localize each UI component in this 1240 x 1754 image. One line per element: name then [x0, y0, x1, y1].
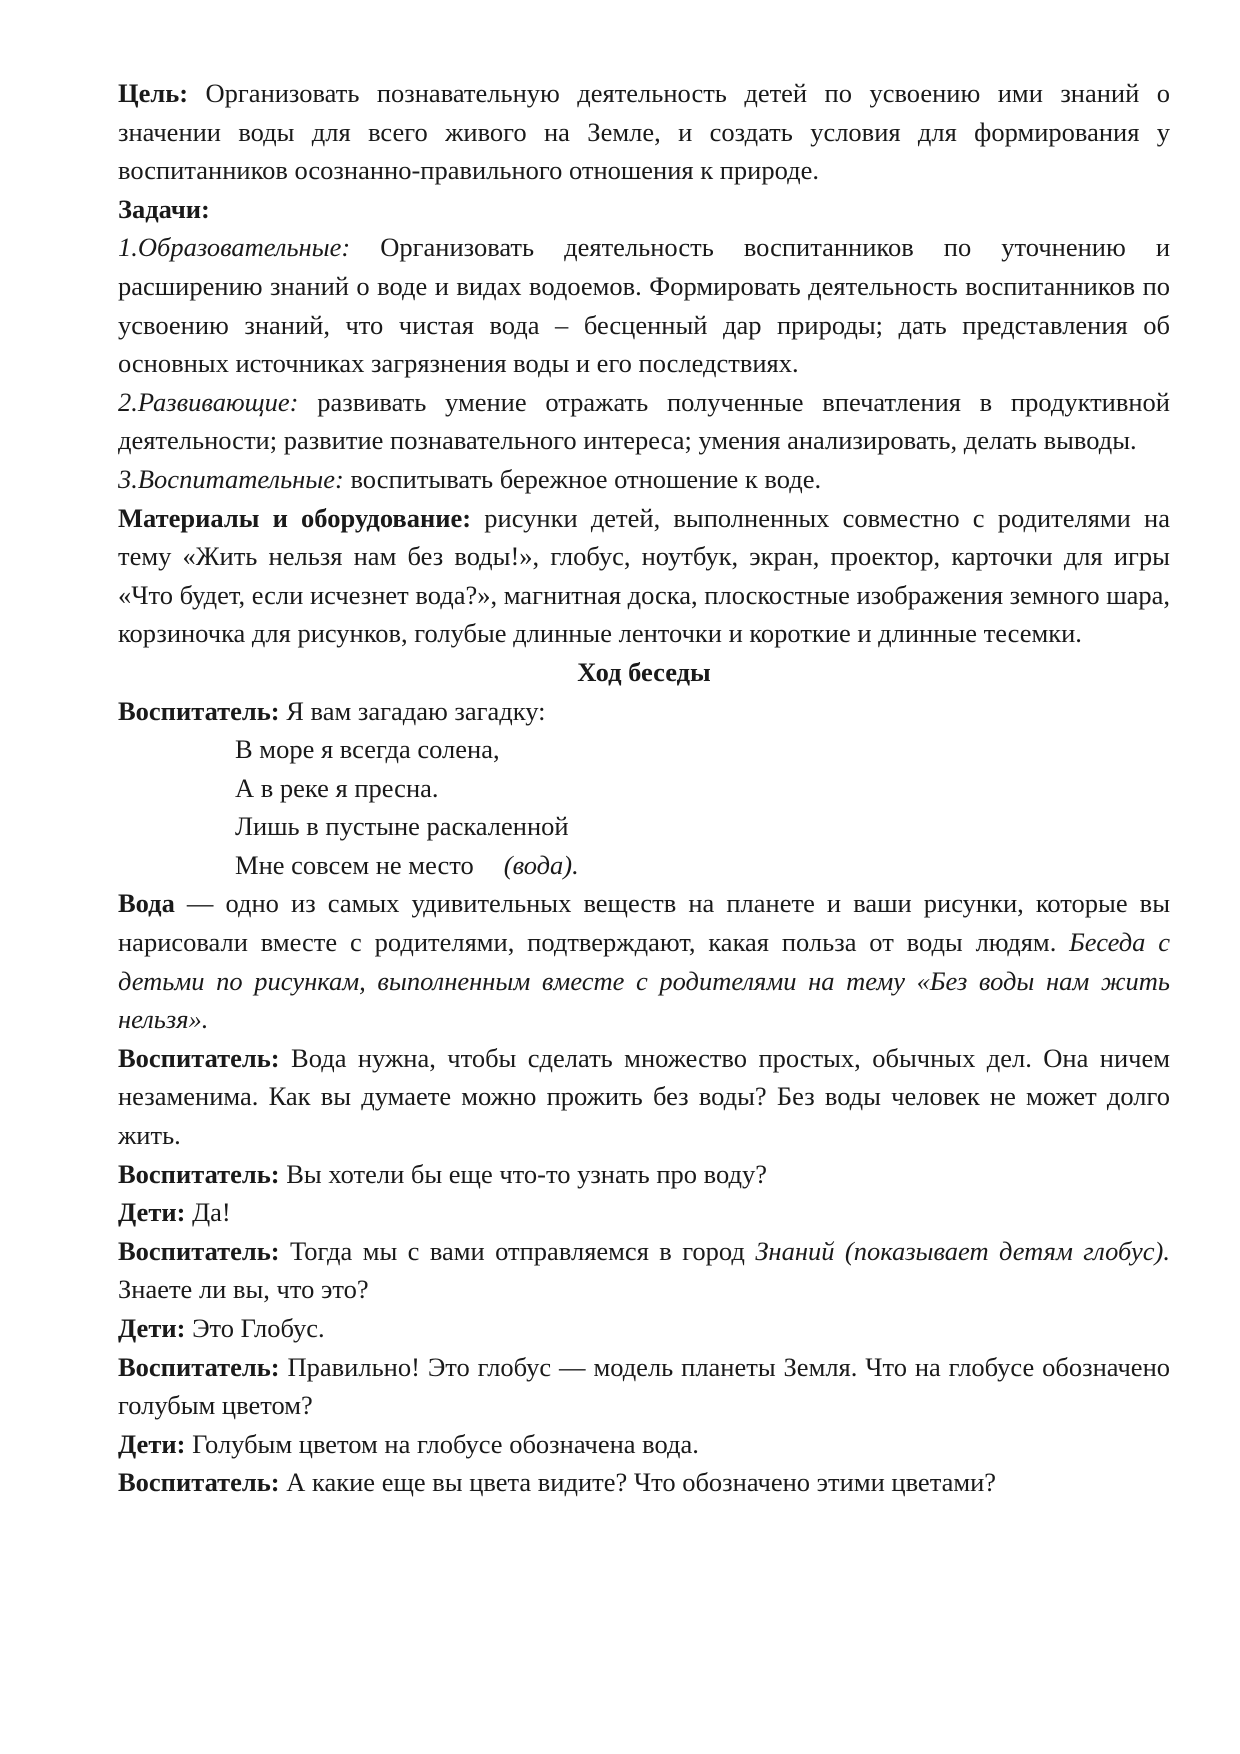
- dialogue-text: Вы хотели бы еще что-то узнать про воду?: [279, 1158, 767, 1189]
- speaker-label: Воспитатель:: [118, 1351, 280, 1382]
- water-label: Вода: [118, 888, 175, 919]
- poem-line-4-text: Мне совсем не место: [235, 849, 474, 880]
- riddle-answer: (вода).: [503, 849, 579, 880]
- dialogue-line-4: [118, 1232, 1170, 1309]
- dialogue-line-8: [118, 1463, 1170, 1502]
- poem-line-4: [118, 846, 1170, 885]
- speaker-label: Воспитатель:: [118, 695, 280, 726]
- materials-paragraph: [118, 499, 1170, 653]
- speaker-label: Дети:: [118, 1428, 186, 1459]
- task-developmental: [118, 383, 1170, 460]
- water-italic-note: Беседа с детьми по рисункам, выполненным вместе с родителями на тему «Без воды нам жить нельзя».: [118, 927, 1170, 1035]
- dialogue-line-1: [118, 1039, 1170, 1155]
- riddle-intro: [118, 692, 1170, 731]
- dialogue-line-3: [118, 1193, 1170, 1232]
- dialogue-text: Да!: [185, 1197, 231, 1228]
- materials-text: рисунки детей, выполненных совместно с родителями на тему «Жить нельзя нам без воды!», глобус, ноутбук, экран, проектор, карточки для игры «Что будет, если исчезнет вода?», магнитная доска, плоскостные изображения земного шара, корзиночка для рисунков, голубые длинные ленточки и короткие и длинные тесемки.: [118, 502, 1170, 649]
- task-educational-text: Организовать деятельность воспитанников по уточнению и расширению знаний о воде и видах водоемов. Формировать деятельность воспитанников по усвоению знаний, что чистая вода – бесценный дар природы; дать представления об основных источниках загрязнения воды и его последствиях.: [118, 232, 1170, 379]
- task-developmental-label: 2.Развивающие:: [118, 386, 299, 417]
- goal-label: Цель:: [118, 78, 189, 108]
- dialogue-text: А какие еще вы цвета видите? Что обозначено этими цветами?: [279, 1467, 997, 1498]
- dialogue-line-7: [118, 1425, 1170, 1464]
- task-educational: [118, 228, 1170, 382]
- dialogue-line-6: [118, 1348, 1170, 1425]
- dialogue-text: Голубым цветом на глобусе обозначена вода.: [185, 1428, 699, 1459]
- section-title: Ход беседы: [577, 656, 711, 687]
- poem-line-2: А в реке я пресна.: [235, 772, 439, 803]
- speaker-label: Воспитатель:: [118, 1467, 280, 1498]
- goal-paragraph: [118, 74, 1170, 190]
- poem-line-1: В море я всегда солена,: [235, 734, 500, 765]
- task-educational-label: 1.Образовательные:: [118, 232, 351, 263]
- document-body: [118, 74, 1170, 1502]
- materials-label: Материалы и оборудование:: [118, 502, 472, 533]
- dialogue-text-tail: Знаете ли вы, что это?: [118, 1274, 369, 1305]
- goal-text: Организовать познавательную деятельность детей по усвоению ими знаний о значении воды для всего живого на Земле, и создать условия для формирования у воспитанников осознанно-правильного отношения к природе.: [118, 78, 1170, 186]
- task-upbringing-label: 3.Воспитательные:: [118, 463, 344, 494]
- tasks-heading: Задачи:: [118, 193, 210, 224]
- dialogue-text: Тогда мы с вами отправляемся в город: [279, 1235, 756, 1266]
- dialogue-line-5: [118, 1309, 1170, 1348]
- task-upbringing-text: воспитывать бережное отношение к воде.: [343, 463, 822, 494]
- water-paragraph: [118, 884, 1170, 1038]
- riddle-intro-text: Я вам загадаю загадку:: [279, 695, 546, 726]
- speaker-label: Воспитатель:: [118, 1158, 280, 1189]
- task-developmental-text: развивать умение отражать полученные впечатления в продуктивной деятельности; развитие познавательного интереса; умения анализировать, делать выводы.: [118, 386, 1170, 456]
- dialogue-italic-note: Знаний (показывает детям глобус).: [755, 1235, 1170, 1266]
- speaker-label: Дети:: [118, 1197, 186, 1228]
- speaker-label: Дети:: [118, 1313, 186, 1343]
- dialogue-text: Это Глобус.: [185, 1313, 325, 1343]
- poem-line-3: Лишь в пустыне раскаленной: [235, 811, 569, 842]
- dialogue-text: Правильно! Это глобус — модель планеты Земля. Что на глобусе обозначено голубым цветом?: [118, 1351, 1170, 1421]
- dialogue-line-2: [118, 1155, 1170, 1194]
- speaker-label: Воспитатель:: [118, 1235, 280, 1266]
- dialogue-text: Вода нужна, чтобы сделать множество простых, обычных дел. Она ничем незаменима. Как вы думаете можно прожить без воды? Без воды человек не может долго жить.: [118, 1042, 1170, 1151]
- task-upbringing: [118, 460, 1170, 499]
- speaker-label: Воспитатель:: [118, 1042, 280, 1073]
- water-text: — одно из самых удивительных веществ на планете и ваши рисунки, которые вы нарисовали вместе с родителями, подтверждают, какая польза от воды людям.: [118, 888, 1170, 958]
